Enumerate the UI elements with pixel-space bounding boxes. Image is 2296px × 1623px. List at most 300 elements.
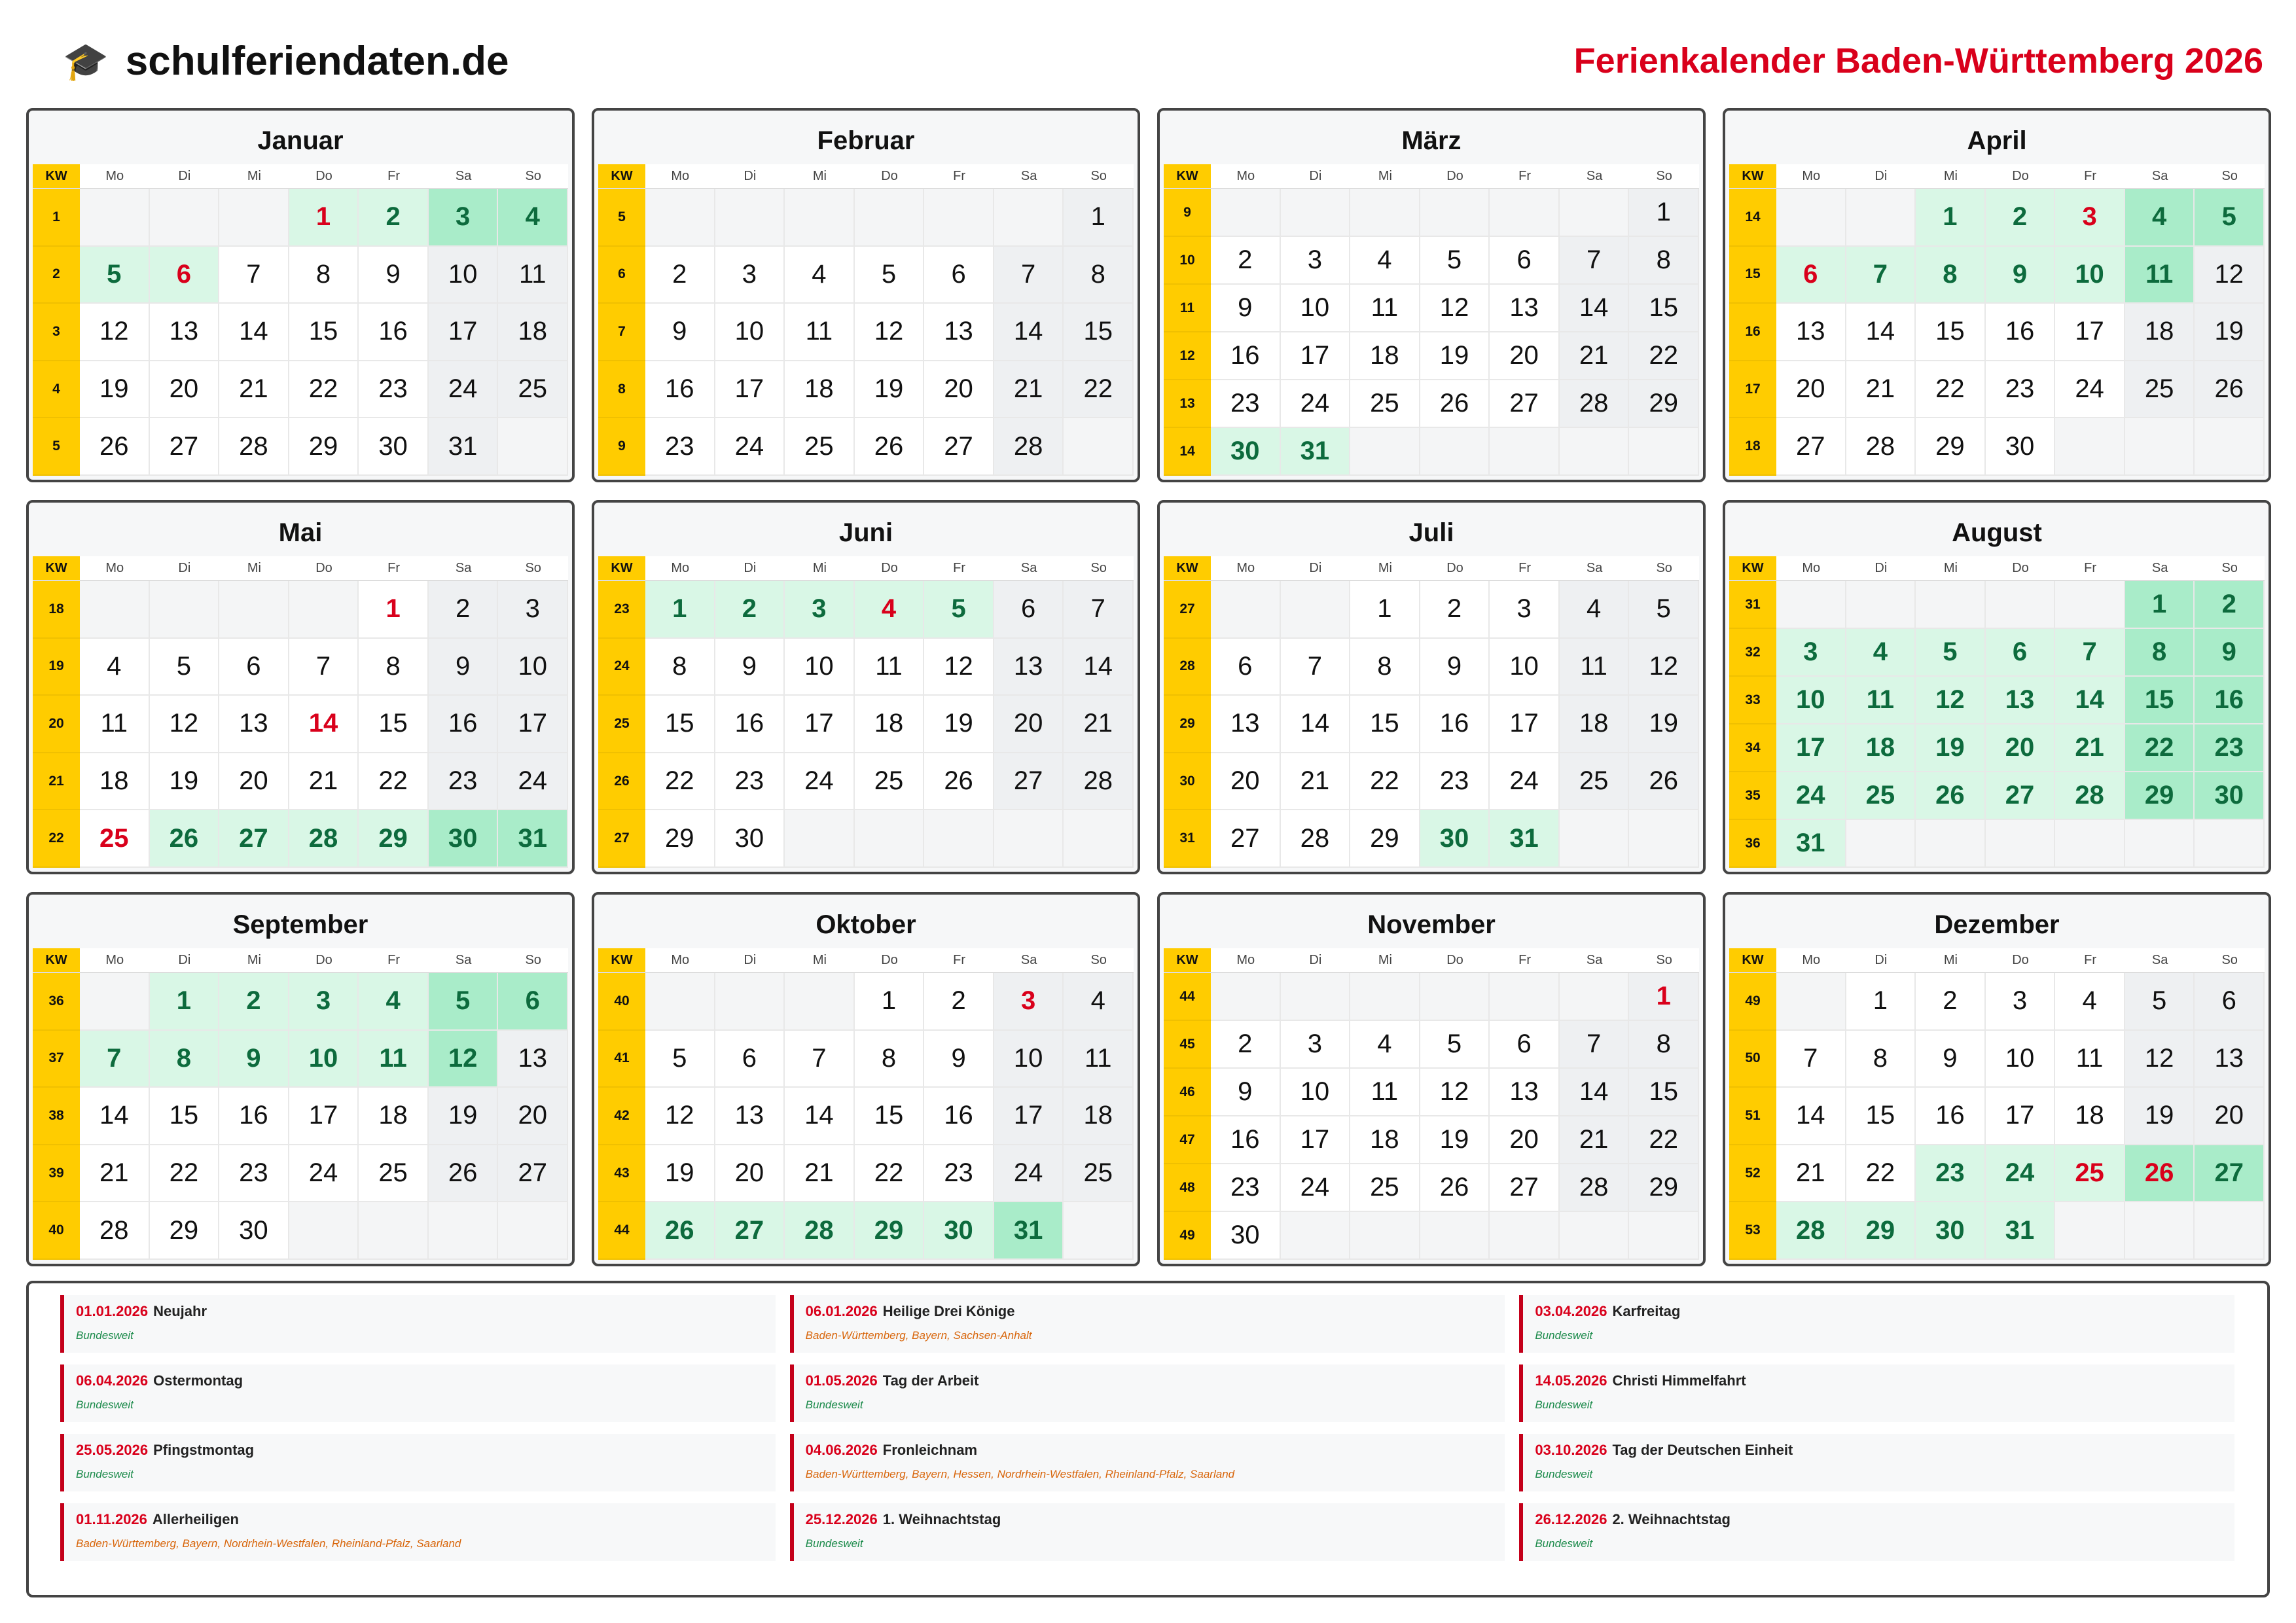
day-cell[interactable]: 13 <box>924 304 994 361</box>
day-cell[interactable]: 8 <box>855 1031 925 1088</box>
day-cell[interactable]: 22 <box>1629 332 1699 380</box>
day-cell[interactable]: 6 <box>498 973 568 1031</box>
day-cell[interactable]: 2 <box>645 247 715 304</box>
day-cell[interactable]: 28 <box>785 1202 855 1260</box>
day-cell[interactable]: 20 <box>2195 1088 2265 1145</box>
day-cell[interactable]: 7 <box>1064 581 1134 639</box>
day-cell[interactable]: 22 <box>645 753 715 811</box>
day-cell[interactable]: 25 <box>80 810 150 868</box>
day-cell[interactable]: 6 <box>1490 1021 1560 1069</box>
day-cell[interactable]: 22 <box>855 1145 925 1203</box>
day-cell[interactable]: 8 <box>1916 247 1986 304</box>
day-cell[interactable]: 17 <box>2055 304 2125 361</box>
day-cell[interactable]: 20 <box>1211 753 1281 811</box>
day-cell[interactable]: 1 <box>150 973 220 1031</box>
day-cell[interactable]: 7 <box>785 1031 855 1088</box>
day-cell[interactable]: 28 <box>1776 1202 1846 1260</box>
day-cell[interactable]: 9 <box>1916 1031 1986 1088</box>
day-cell[interactable]: 13 <box>1490 1069 1560 1116</box>
day-cell[interactable]: 30 <box>1986 418 2056 476</box>
day-cell[interactable]: 17 <box>1986 1088 2056 1145</box>
day-cell[interactable]: 30 <box>924 1202 994 1260</box>
day-cell[interactable]: 25 <box>1350 380 1420 428</box>
day-cell[interactable]: 7 <box>994 247 1064 304</box>
day-cell[interactable]: 13 <box>715 1088 785 1145</box>
day-cell[interactable]: 25 <box>359 1145 429 1203</box>
day-cell[interactable]: 2 <box>715 581 785 639</box>
day-cell[interactable]: 11 <box>1064 1031 1134 1088</box>
day-cell[interactable]: 20 <box>715 1145 785 1203</box>
day-cell[interactable]: 30 <box>1420 810 1490 868</box>
day-cell[interactable]: 31 <box>429 418 499 476</box>
day-cell[interactable]: 6 <box>715 1031 785 1088</box>
day-cell[interactable]: 6 <box>1986 629 2056 677</box>
day-cell[interactable]: 27 <box>498 1145 568 1203</box>
day-cell[interactable]: 17 <box>1281 1116 1351 1164</box>
day-cell[interactable]: 30 <box>1211 428 1281 476</box>
day-cell[interactable]: 7 <box>1560 1021 1630 1069</box>
day-cell[interactable]: 4 <box>1846 629 1916 677</box>
day-cell[interactable]: 13 <box>994 639 1064 696</box>
day-cell[interactable]: 7 <box>2055 629 2125 677</box>
day-cell[interactable]: 9 <box>359 247 429 304</box>
day-cell[interactable]: 10 <box>429 247 499 304</box>
day-cell[interactable]: 5 <box>1629 581 1699 639</box>
day-cell[interactable]: 1 <box>645 581 715 639</box>
day-cell[interactable]: 27 <box>150 418 220 476</box>
day-cell[interactable]: 4 <box>359 973 429 1031</box>
day-cell[interactable]: 30 <box>429 810 499 868</box>
day-cell[interactable]: 19 <box>2195 304 2265 361</box>
day-cell[interactable]: 27 <box>1490 380 1560 428</box>
day-cell[interactable]: 9 <box>429 639 499 696</box>
day-cell[interactable]: 16 <box>1420 696 1490 753</box>
day-cell[interactable]: 7 <box>1776 1031 1846 1088</box>
day-cell[interactable]: 14 <box>219 304 289 361</box>
day-cell[interactable]: 23 <box>2195 724 2265 772</box>
day-cell[interactable]: 17 <box>994 1088 1064 1145</box>
day-cell[interactable]: 28 <box>1560 1164 1630 1212</box>
day-cell[interactable]: 29 <box>289 418 359 476</box>
day-cell[interactable]: 10 <box>1986 1031 2056 1088</box>
day-cell[interactable]: 12 <box>429 1031 499 1088</box>
day-cell[interactable]: 26 <box>2125 1145 2195 1203</box>
day-cell[interactable]: 19 <box>1420 332 1490 380</box>
day-cell[interactable]: 8 <box>1846 1031 1916 1088</box>
day-cell[interactable]: 1 <box>1629 189 1699 237</box>
day-cell[interactable]: 21 <box>80 1145 150 1203</box>
day-cell[interactable]: 10 <box>498 639 568 696</box>
day-cell[interactable]: 1 <box>359 581 429 639</box>
day-cell[interactable]: 24 <box>289 1145 359 1203</box>
day-cell[interactable]: 10 <box>1776 677 1846 724</box>
day-cell[interactable]: 2 <box>924 973 994 1031</box>
day-cell[interactable]: 9 <box>1420 639 1490 696</box>
day-cell[interactable]: 28 <box>1281 810 1351 868</box>
day-cell[interactable]: 19 <box>924 696 994 753</box>
day-cell[interactable]: 31 <box>994 1202 1064 1260</box>
day-cell[interactable]: 25 <box>1560 753 1630 811</box>
day-cell[interactable]: 23 <box>1211 1164 1281 1212</box>
day-cell[interactable]: 13 <box>1986 677 2056 724</box>
day-cell[interactable]: 18 <box>80 753 150 811</box>
day-cell[interactable]: 22 <box>2125 724 2195 772</box>
day-cell[interactable]: 26 <box>2195 361 2265 419</box>
day-cell[interactable]: 25 <box>498 361 568 419</box>
day-cell[interactable]: 19 <box>1916 724 1986 772</box>
day-cell[interactable]: 9 <box>645 304 715 361</box>
day-cell[interactable]: 13 <box>219 696 289 753</box>
day-cell[interactable]: 23 <box>219 1145 289 1203</box>
day-cell[interactable]: 3 <box>1281 237 1351 285</box>
day-cell[interactable]: 27 <box>1776 418 1846 476</box>
day-cell[interactable]: 10 <box>994 1031 1064 1088</box>
day-cell[interactable]: 17 <box>1490 696 1560 753</box>
day-cell[interactable]: 8 <box>150 1031 220 1088</box>
day-cell[interactable]: 11 <box>1350 285 1420 332</box>
day-cell[interactable]: 6 <box>1211 639 1281 696</box>
day-cell[interactable]: 9 <box>1211 1069 1281 1116</box>
day-cell[interactable]: 9 <box>715 639 785 696</box>
day-cell[interactable]: 18 <box>498 304 568 361</box>
day-cell[interactable]: 23 <box>715 753 785 811</box>
day-cell[interactable]: 13 <box>1776 304 1846 361</box>
day-cell[interactable]: 23 <box>924 1145 994 1203</box>
day-cell[interactable]: 13 <box>1211 696 1281 753</box>
day-cell[interactable]: 21 <box>2055 724 2125 772</box>
day-cell[interactable]: 23 <box>1211 380 1281 428</box>
day-cell[interactable]: 14 <box>785 1088 855 1145</box>
day-cell[interactable]: 13 <box>1490 285 1560 332</box>
day-cell[interactable]: 18 <box>1350 1116 1420 1164</box>
day-cell[interactable]: 22 <box>150 1145 220 1203</box>
day-cell[interactable]: 7 <box>1281 639 1351 696</box>
day-cell[interactable]: 29 <box>150 1202 220 1260</box>
day-cell[interactable]: 3 <box>1281 1021 1351 1069</box>
day-cell[interactable]: 24 <box>1281 1164 1351 1212</box>
day-cell[interactable]: 3 <box>498 581 568 639</box>
day-cell[interactable]: 14 <box>994 304 1064 361</box>
day-cell[interactable]: 9 <box>219 1031 289 1088</box>
day-cell[interactable]: 29 <box>855 1202 925 1260</box>
day-cell[interactable]: 6 <box>219 639 289 696</box>
day-cell[interactable]: 26 <box>80 418 150 476</box>
day-cell[interactable]: 31 <box>498 810 568 868</box>
day-cell[interactable]: 7 <box>80 1031 150 1088</box>
day-cell[interactable]: 28 <box>1846 418 1916 476</box>
day-cell[interactable]: 19 <box>2125 1088 2195 1145</box>
day-cell[interactable]: 27 <box>1986 772 2056 820</box>
day-cell[interactable]: 1 <box>1916 189 1986 247</box>
day-cell[interactable]: 6 <box>1490 237 1560 285</box>
day-cell[interactable]: 2 <box>2195 581 2265 629</box>
day-cell[interactable]: 9 <box>1986 247 2056 304</box>
day-cell[interactable]: 4 <box>785 247 855 304</box>
day-cell[interactable]: 21 <box>289 753 359 811</box>
day-cell[interactable]: 10 <box>715 304 785 361</box>
day-cell[interactable]: 23 <box>1986 361 2056 419</box>
day-cell[interactable]: 11 <box>855 639 925 696</box>
day-cell[interactable]: 8 <box>289 247 359 304</box>
day-cell[interactable]: 2 <box>1211 237 1281 285</box>
day-cell[interactable]: 26 <box>924 753 994 811</box>
day-cell[interactable]: 29 <box>1846 1202 1916 1260</box>
day-cell[interactable]: 1 <box>1064 189 1134 247</box>
day-cell[interactable]: 24 <box>498 753 568 811</box>
day-cell[interactable]: 11 <box>1560 639 1630 696</box>
day-cell[interactable]: 26 <box>150 810 220 868</box>
day-cell[interactable]: 17 <box>1776 724 1846 772</box>
day-cell[interactable]: 25 <box>2125 361 2195 419</box>
day-cell[interactable]: 9 <box>2195 629 2265 677</box>
day-cell[interactable]: 26 <box>1916 772 1986 820</box>
day-cell[interactable]: 29 <box>645 810 715 868</box>
day-cell[interactable]: 11 <box>359 1031 429 1088</box>
day-cell[interactable]: 2 <box>1986 189 2056 247</box>
day-cell[interactable]: 24 <box>785 753 855 811</box>
day-cell[interactable]: 25 <box>785 418 855 476</box>
day-cell[interactable]: 21 <box>1776 1145 1846 1203</box>
day-cell[interactable]: 28 <box>80 1202 150 1260</box>
day-cell[interactable]: 1 <box>855 973 925 1031</box>
day-cell[interactable]: 19 <box>80 361 150 419</box>
day-cell[interactable]: 14 <box>2055 677 2125 724</box>
day-cell[interactable]: 4 <box>1350 1021 1420 1069</box>
day-cell[interactable]: 16 <box>359 304 429 361</box>
day-cell[interactable]: 10 <box>2055 247 2125 304</box>
day-cell[interactable]: 3 <box>1986 973 2056 1031</box>
day-cell[interactable]: 19 <box>429 1088 499 1145</box>
day-cell[interactable]: 21 <box>1560 1116 1630 1164</box>
day-cell[interactable]: 20 <box>498 1088 568 1145</box>
day-cell[interactable]: 4 <box>1350 237 1420 285</box>
day-cell[interactable]: 27 <box>219 810 289 868</box>
day-cell[interactable]: 22 <box>1350 753 1420 811</box>
day-cell[interactable]: 13 <box>150 304 220 361</box>
day-cell[interactable]: 3 <box>715 247 785 304</box>
day-cell[interactable]: 31 <box>1986 1202 2056 1260</box>
day-cell[interactable]: 11 <box>2125 247 2195 304</box>
day-cell[interactable]: 16 <box>715 696 785 753</box>
day-cell[interactable]: 27 <box>2195 1145 2265 1203</box>
day-cell[interactable]: 21 <box>1064 696 1134 753</box>
day-cell[interactable]: 23 <box>1420 753 1490 811</box>
day-cell[interactable]: 26 <box>855 418 925 476</box>
day-cell[interactable]: 17 <box>785 696 855 753</box>
day-cell[interactable]: 24 <box>994 1145 1064 1203</box>
day-cell[interactable]: 16 <box>429 696 499 753</box>
day-cell[interactable]: 5 <box>1916 629 1986 677</box>
day-cell[interactable]: 15 <box>150 1088 220 1145</box>
day-cell[interactable]: 12 <box>645 1088 715 1145</box>
day-cell[interactable]: 15 <box>1629 1069 1699 1116</box>
day-cell[interactable]: 24 <box>1776 772 1846 820</box>
day-cell[interactable]: 15 <box>2125 677 2195 724</box>
day-cell[interactable]: 25 <box>1350 1164 1420 1212</box>
day-cell[interactable]: 4 <box>1560 581 1630 639</box>
day-cell[interactable]: 7 <box>289 639 359 696</box>
day-cell[interactable]: 3 <box>2055 189 2125 247</box>
day-cell[interactable]: 8 <box>1629 237 1699 285</box>
day-cell[interactable]: 17 <box>289 1088 359 1145</box>
day-cell[interactable]: 1 <box>1629 973 1699 1021</box>
day-cell[interactable]: 21 <box>1560 332 1630 380</box>
day-cell[interactable]: 29 <box>1629 1164 1699 1212</box>
day-cell[interactable]: 16 <box>1211 1116 1281 1164</box>
day-cell[interactable]: 11 <box>1846 677 1916 724</box>
day-cell[interactable]: 3 <box>429 189 499 247</box>
day-cell[interactable]: 18 <box>1846 724 1916 772</box>
day-cell[interactable]: 10 <box>1281 285 1351 332</box>
day-cell[interactable]: 22 <box>289 361 359 419</box>
day-cell[interactable]: 21 <box>994 361 1064 419</box>
day-cell[interactable]: 13 <box>2195 1031 2265 1088</box>
day-cell[interactable]: 24 <box>1281 380 1351 428</box>
day-cell[interactable]: 21 <box>1846 361 1916 419</box>
day-cell[interactable]: 7 <box>1846 247 1916 304</box>
day-cell[interactable]: 15 <box>1916 304 1986 361</box>
day-cell[interactable]: 3 <box>785 581 855 639</box>
day-cell[interactable]: 4 <box>2125 189 2195 247</box>
day-cell[interactable]: 15 <box>1846 1088 1916 1145</box>
day-cell[interactable]: 25 <box>855 753 925 811</box>
day-cell[interactable]: 17 <box>1281 332 1351 380</box>
day-cell[interactable]: 2 <box>429 581 499 639</box>
day-cell[interactable]: 27 <box>715 1202 785 1260</box>
day-cell[interactable]: 28 <box>289 810 359 868</box>
day-cell[interactable]: 3 <box>289 973 359 1031</box>
day-cell[interactable]: 8 <box>1064 247 1134 304</box>
day-cell[interactable]: 31 <box>1281 428 1351 476</box>
day-cell[interactable]: 20 <box>1776 361 1846 419</box>
day-cell[interactable]: 22 <box>1064 361 1134 419</box>
day-cell[interactable]: 5 <box>150 639 220 696</box>
day-cell[interactable]: 29 <box>1350 810 1420 868</box>
day-cell[interactable]: 14 <box>1064 639 1134 696</box>
day-cell[interactable]: 5 <box>924 581 994 639</box>
day-cell[interactable]: 7 <box>1560 237 1630 285</box>
day-cell[interactable]: 14 <box>1560 1069 1630 1116</box>
day-cell[interactable]: 10 <box>289 1031 359 1088</box>
day-cell[interactable]: 18 <box>359 1088 429 1145</box>
day-cell[interactable]: 16 <box>1986 304 2056 361</box>
day-cell[interactable]: 14 <box>1776 1088 1846 1145</box>
day-cell[interactable]: 25 <box>1064 1145 1134 1203</box>
day-cell[interactable]: 19 <box>855 361 925 419</box>
day-cell[interactable]: 22 <box>1629 1116 1699 1164</box>
day-cell[interactable]: 5 <box>429 973 499 1031</box>
day-cell[interactable]: 4 <box>2055 973 2125 1031</box>
day-cell[interactable]: 11 <box>2055 1031 2125 1088</box>
day-cell[interactable]: 19 <box>1629 696 1699 753</box>
day-cell[interactable]: 2 <box>359 189 429 247</box>
day-cell[interactable]: 18 <box>1064 1088 1134 1145</box>
day-cell[interactable]: 11 <box>80 696 150 753</box>
day-cell[interactable]: 14 <box>1560 285 1630 332</box>
day-cell[interactable]: 23 <box>645 418 715 476</box>
day-cell[interactable]: 26 <box>1629 753 1699 811</box>
day-cell[interactable]: 30 <box>1211 1212 1281 1260</box>
day-cell[interactable]: 8 <box>1629 1021 1699 1069</box>
day-cell[interactable]: 12 <box>1420 1069 1490 1116</box>
day-cell[interactable]: 3 <box>994 973 1064 1031</box>
day-cell[interactable]: 24 <box>1986 1145 2056 1203</box>
day-cell[interactable]: 11 <box>785 304 855 361</box>
day-cell[interactable]: 15 <box>645 696 715 753</box>
day-cell[interactable]: 19 <box>645 1145 715 1203</box>
day-cell[interactable]: 21 <box>785 1145 855 1203</box>
day-cell[interactable]: 6 <box>150 247 220 304</box>
day-cell[interactable]: 24 <box>429 361 499 419</box>
day-cell[interactable]: 23 <box>1916 1145 1986 1203</box>
day-cell[interactable]: 23 <box>429 753 499 811</box>
day-cell[interactable]: 12 <box>2195 247 2265 304</box>
day-cell[interactable]: 17 <box>429 304 499 361</box>
day-cell[interactable]: 30 <box>359 418 429 476</box>
day-cell[interactable]: 6 <box>924 247 994 304</box>
day-cell[interactable]: 2 <box>1916 973 1986 1031</box>
day-cell[interactable]: 8 <box>1350 639 1420 696</box>
day-cell[interactable]: 15 <box>289 304 359 361</box>
day-cell[interactable]: 20 <box>1490 332 1560 380</box>
day-cell[interactable]: 3 <box>1490 581 1560 639</box>
day-cell[interactable]: 1 <box>2125 581 2195 629</box>
day-cell[interactable]: 11 <box>498 247 568 304</box>
day-cell[interactable]: 7 <box>219 247 289 304</box>
day-cell[interactable]: 17 <box>498 696 568 753</box>
day-cell[interactable]: 16 <box>645 361 715 419</box>
day-cell[interactable]: 5 <box>2125 973 2195 1031</box>
day-cell[interactable]: 2 <box>219 973 289 1031</box>
day-cell[interactable]: 2 <box>1211 1021 1281 1069</box>
day-cell[interactable]: 8 <box>645 639 715 696</box>
day-cell[interactable]: 9 <box>924 1031 994 1088</box>
day-cell[interactable]: 27 <box>994 753 1064 811</box>
day-cell[interactable]: 2 <box>1420 581 1490 639</box>
day-cell[interactable]: 20 <box>994 696 1064 753</box>
day-cell[interactable]: 26 <box>1420 1164 1490 1212</box>
day-cell[interactable]: 1 <box>1846 973 1916 1031</box>
day-cell[interactable]: 28 <box>1560 380 1630 428</box>
day-cell[interactable]: 29 <box>1629 380 1699 428</box>
day-cell[interactable]: 31 <box>1490 810 1560 868</box>
day-cell[interactable]: 14 <box>1281 696 1351 753</box>
day-cell[interactable]: 10 <box>1490 639 1560 696</box>
day-cell[interactable]: 9 <box>1211 285 1281 332</box>
day-cell[interactable]: 12 <box>150 696 220 753</box>
day-cell[interactable]: 20 <box>924 361 994 419</box>
day-cell[interactable]: 5 <box>2195 189 2265 247</box>
day-cell[interactable]: 22 <box>1916 361 1986 419</box>
day-cell[interactable]: 28 <box>2055 772 2125 820</box>
day-cell[interactable]: 15 <box>1350 696 1420 753</box>
day-cell[interactable]: 16 <box>1211 332 1281 380</box>
day-cell[interactable]: 24 <box>1490 753 1560 811</box>
day-cell[interactable]: 18 <box>785 361 855 419</box>
day-cell[interactable]: 14 <box>1846 304 1916 361</box>
day-cell[interactable]: 8 <box>2125 629 2195 677</box>
day-cell[interactable]: 15 <box>1629 285 1699 332</box>
day-cell[interactable]: 22 <box>1846 1145 1916 1203</box>
day-cell[interactable]: 16 <box>219 1088 289 1145</box>
day-cell[interactable]: 13 <box>498 1031 568 1088</box>
day-cell[interactable]: 25 <box>1846 772 1916 820</box>
day-cell[interactable]: 31 <box>1776 820 1846 868</box>
day-cell[interactable]: 10 <box>1281 1069 1351 1116</box>
day-cell[interactable]: 4 <box>80 639 150 696</box>
day-cell[interactable]: 30 <box>2195 772 2265 820</box>
day-cell[interactable]: 24 <box>2055 361 2125 419</box>
